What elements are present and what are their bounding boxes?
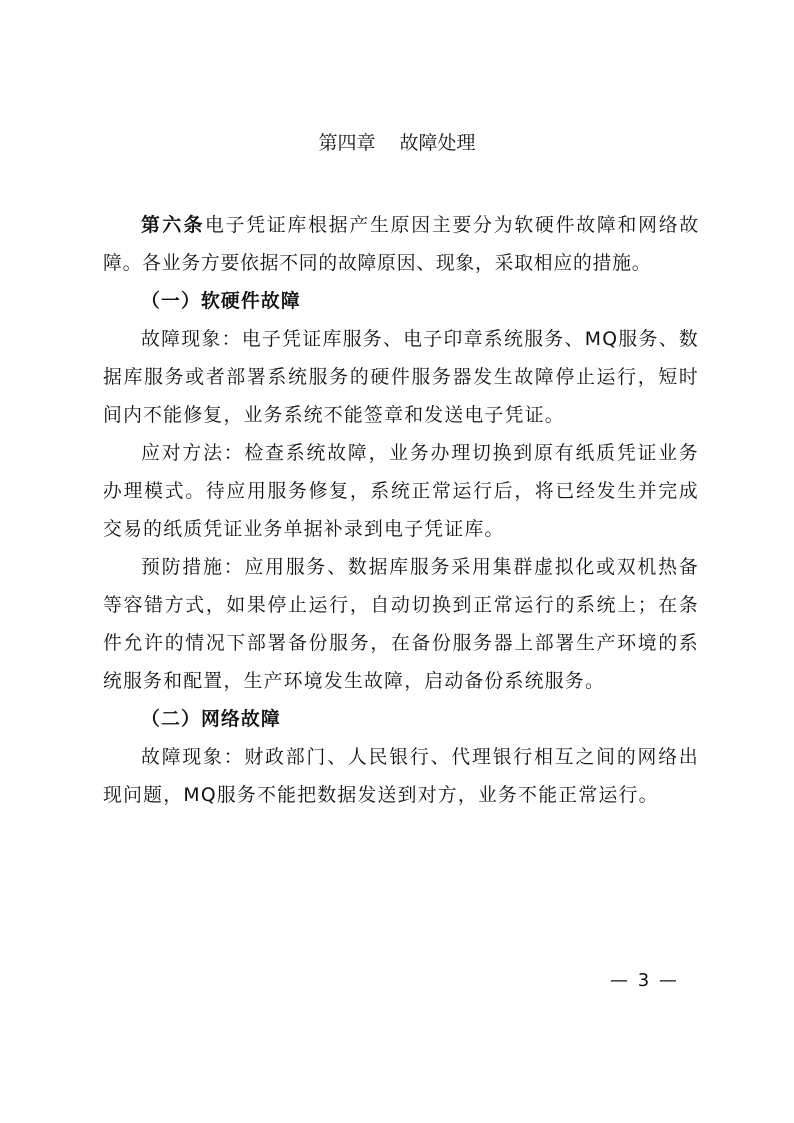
document-body bbox=[103, 207, 699, 815]
chapter-title bbox=[0, 128, 794, 155]
hardware-phenomenon-paragraph: 故障现象：电子凭证库服务、电子印章系统服务、MQ服务、数据库服务或者部署系统服务的硬件服务器发生故障停止运行，短时间内不能修复，业务系统不能签章和发送电子凭证。 bbox=[103, 329, 699, 426]
chapter-name: 故障处理 bbox=[399, 132, 476, 154]
chapter-number: 第四章 bbox=[318, 132, 376, 154]
network-phenomenon-paragraph: 故障现象：财政部门、人民银行、代理银行相互之间的网络出现问题，MQ服务不能把数据发送到对方，业务不能正常运行。 bbox=[103, 747, 699, 806]
page-number: — 3 — bbox=[610, 970, 679, 991]
article-text: 电子凭证库根据产生原因主要分为软硬件故障和网络故障。各业务方要依据不同的故障原因、现象，采取相应的措施。 bbox=[103, 215, 699, 274]
hardware-prevention-paragraph: 预防措施：应用服务、数据库服务采用集群虚拟化或双机热备等容错方式，如果停止运行，自动切换到正常运行的系统上；在条件允许的情况下部署备份服务，在备份服务器上部署生产环境的系统服务和配置，生产环境发生故障，启动备份系统服务。 bbox=[103, 557, 699, 692]
section-heading-network: （二）网络故障 bbox=[141, 709, 281, 730]
article-number: 第六条 bbox=[141, 215, 205, 236]
article-6-paragraph bbox=[103, 207, 699, 283]
section-heading-hardware: （一）软硬件故障 bbox=[141, 291, 301, 312]
hardware-response-paragraph: 应对方法：检查系统故障，业务办理切换到原有纸质凭证业务办理模式。待应用服务修复，系统正常运行后，将已经发生并完成交易的纸质凭证业务单据补录到电子凭证库。 bbox=[103, 443, 699, 540]
